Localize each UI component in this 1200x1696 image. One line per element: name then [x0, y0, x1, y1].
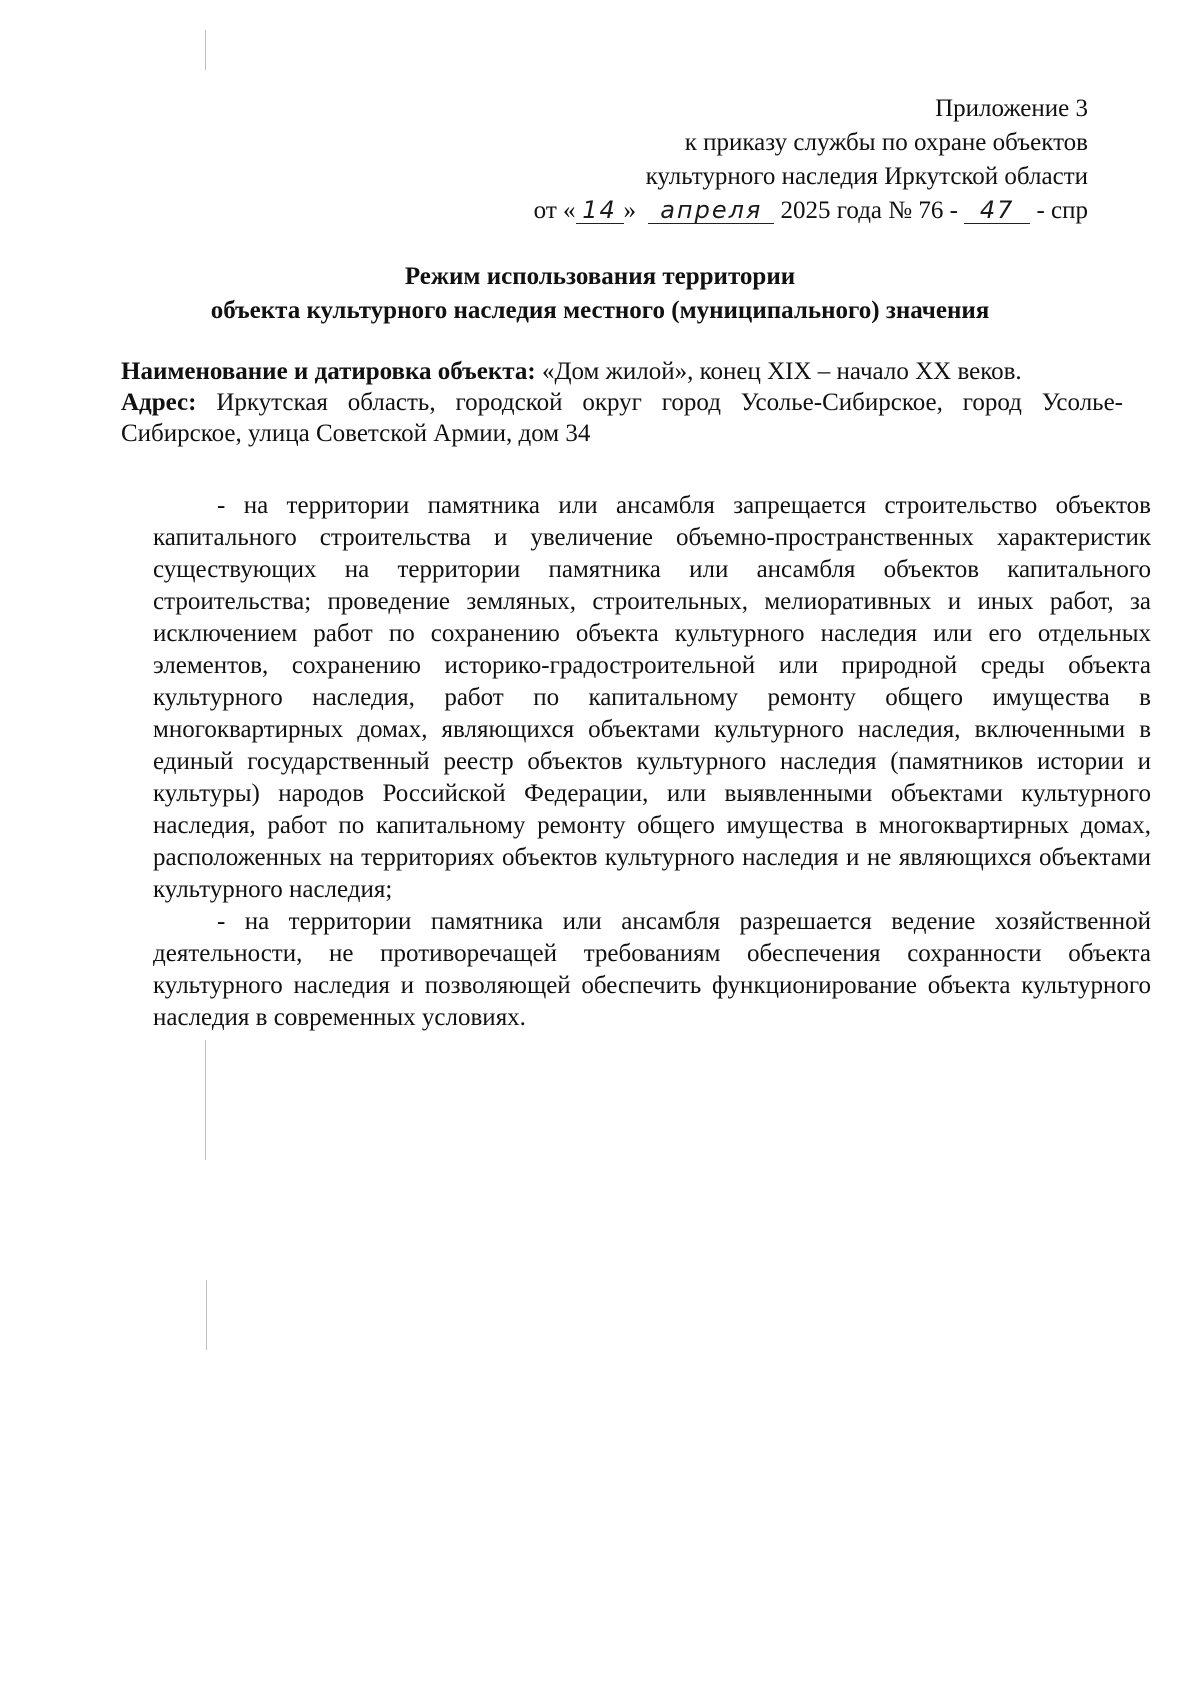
scan-artifact: [205, 1040, 206, 1160]
document-title: [0, 260, 1200, 328]
handwritten-day: 14: [576, 197, 624, 224]
appendix-number: Приложение 3: [935, 95, 1088, 122]
object-name-row: [121, 356, 1123, 387]
order-suffix: - спр: [1036, 197, 1088, 224]
regime-text: [153, 490, 1151, 1034]
permission-paragraph: - на территории памятника или ансамбля разрешается ведение хозяйственной деятельности, не противоречащей требованиям обеспечения сохранности объекта культурного наследия и позволяющей обеспечить функционирование объекта культурного наследия в современных условиях.: [153, 908, 1151, 1031]
year-and-number: 2025 года № 76 -: [780, 197, 958, 224]
appendix-order-ref: к приказу службы по охране объектов: [684, 129, 1088, 156]
object-address-value: Иркутская область, городской округ город Усолье-Сибирское, город Усолье-Сибирское, улица Советской Армии, дом 34: [121, 389, 1124, 447]
date-prefix: от «: [533, 197, 576, 224]
order-date-line: [534, 194, 1088, 228]
object-address-row: [121, 387, 1123, 449]
title-line-2: объекта культурного наследия местного (муниципального) значения: [210, 297, 990, 324]
date-quote-close: »: [623, 197, 637, 224]
handwritten-month: апреля: [648, 197, 774, 224]
scan-artifact: [205, 30, 206, 70]
object-name-value: «Дом жилой», конец XIX – начало XX веков.: [541, 358, 1022, 385]
scan-artifact: [206, 1280, 207, 1350]
appendix-authority: культурного наследия Иркутской области: [645, 163, 1088, 190]
restriction-paragraph: - на территории памятника или ансамбля запрещается строительство объектов капитального строительства и увеличение объемно-пространственных характеристик существующих на территории памятника или ансамбля объектов капитального строительства; проведение земляных, строительных, мелиоративных и иных работ, за исключением работ по сохранению объекта культурного наследия или его отдельных элементов, сохранению историко-градостроительной или природной среды объекта культурного наследия, работ по капитальному ремонту общего имущества в многоквартирных домах, являющихся объектами культурного наследия, включенными в единый государственный реестр объектов культурного наследия (памятников истории и культуры) народов Российской Федерации, или выявленными объектами культурного наследия, работ по капитальному ремонту общего имущества в многоквартирных домах, расположенных на территориях объектов культурного наследия и не являющихся объектами культурного наследия;: [153, 492, 1151, 903]
handwritten-order-number: 47: [964, 197, 1030, 224]
appendix-header: [534, 92, 1088, 228]
object-address-label: Адрес:: [121, 389, 197, 416]
object-name-label: Наименование и датировка объекта:: [121, 358, 536, 385]
object-info: [121, 356, 1123, 449]
title-line-1: Режим использования территории: [404, 263, 796, 290]
